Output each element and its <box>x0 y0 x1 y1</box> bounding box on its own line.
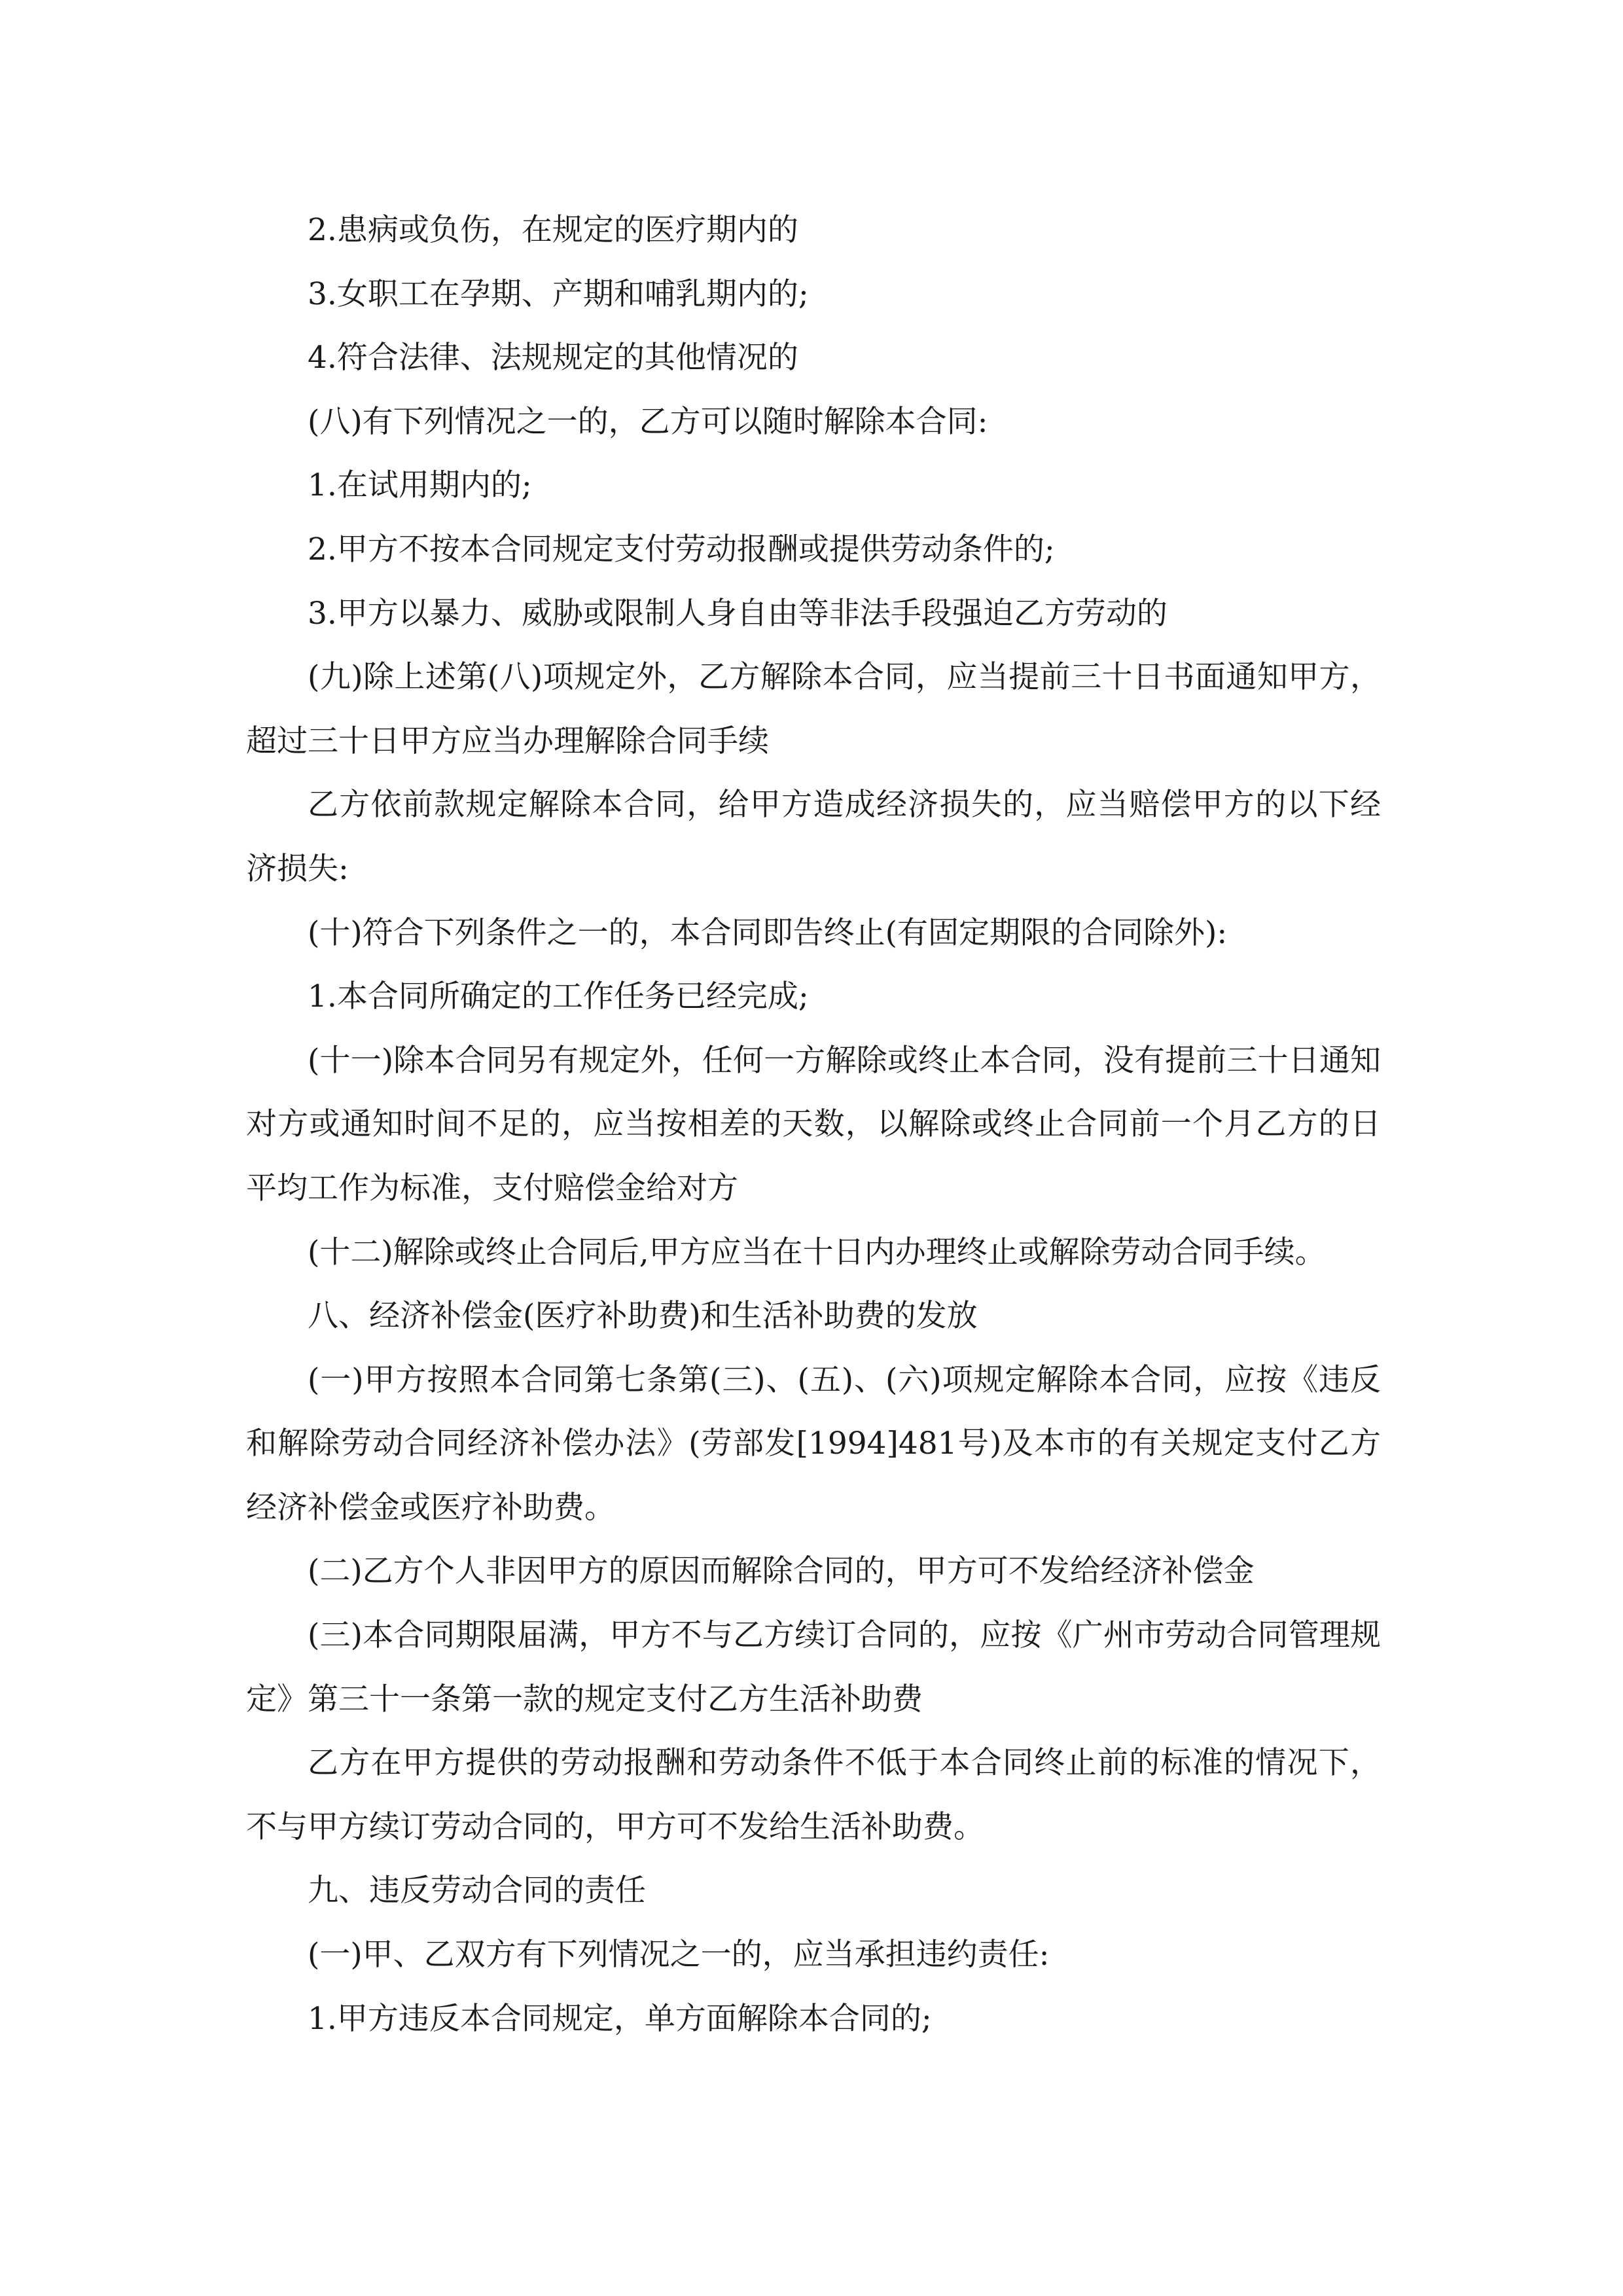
paragraph: 3.甲方以暴力、威胁或限制人身自由等非法手段强迫乙方劳动的 <box>308 595 1168 632</box>
section-heading: 九、违反劳动合同的责任 <box>308 1873 646 1909</box>
paragraph: (八)有下列情况之一的，乙方可以随时解除本合同: <box>308 403 988 440</box>
paragraph: (九)除上述第(八)项规定外，乙方解除本合同，应当提前三十日书面通知甲方，超过三十日甲方应当办理解除合同手续 <box>246 659 1381 759</box>
paragraph: 1.在试用期内的; <box>308 467 532 504</box>
paragraph: 乙方依前款规定解除本合同，给甲方造成经济损失的，应当赔偿甲方的以下经济损失: <box>246 787 1381 887</box>
paragraph: (十)符合下列条件之一的，本合同即告终止(有固定期限的合同除外): <box>308 914 1228 951</box>
paragraph: 1.本合同所确定的工作任务已经完成; <box>308 978 809 1015</box>
paragraph: 乙方在甲方提供的劳动报酬和劳动条件不低于本合同终止前的标准的情况下，不与甲方续订劳动合同的，甲方可不发给生活补助费。 <box>246 1745 1381 1845</box>
document-page <box>246 198 1381 2051</box>
paragraph: 1.甲方违反本合同规定，单方面解除本合同的; <box>308 2000 932 2037</box>
paragraph: 2.患病或负伤，在规定的医疗期内的 <box>308 212 798 248</box>
paragraph: (二)乙方个人非因甲方的原因而解除合同的，甲方可不发给经济补偿金 <box>308 1553 1255 1590</box>
paragraph: 2.甲方不按本合同规定支付劳动报酬或提供劳动条件的; <box>308 531 1055 567</box>
paragraph: (十二)解除或终止合同后,甲方应当在十日内办理终止或解除劳动合同手续。 <box>308 1234 1326 1270</box>
paragraph: 4.符合法律、法规规定的其他情况的 <box>308 340 798 376</box>
paragraph: (一)甲、乙双方有下列情况之一的，应当承担违约责任: <box>308 1937 1050 1973</box>
paragraph: (一)甲方按照本合同第七条第(三)、(五)、(六)项规定解除本合同，应按《违反和解除劳动合同经济补偿办法》(劳部发[1994]481号)及本市的有关规定支付乙方经济补偿金或医疗补助费。 <box>246 1361 1381 1526</box>
paragraph: (十一)除本合同另有规定外，任何一方解除或终止本合同，没有提前三十日通知对方或通知时间不足的，应当按相差的天数，以解除或终止合同前一个月乙方的日平均工作为标准，支付赔偿金给对方 <box>246 1042 1381 1206</box>
section-heading: 八、经济补偿金(医疗补助费)和生活补助费的发放 <box>308 1298 978 1335</box>
paragraph: (三)本合同期限届满，甲方不与乙方续订合同的，应按《广州市劳动合同管理规定》第三十一条第一款的规定支付乙方生活补助费 <box>246 1617 1381 1717</box>
paragraph: 3.女职工在孕期、产期和哺乳期内的; <box>308 276 809 312</box>
